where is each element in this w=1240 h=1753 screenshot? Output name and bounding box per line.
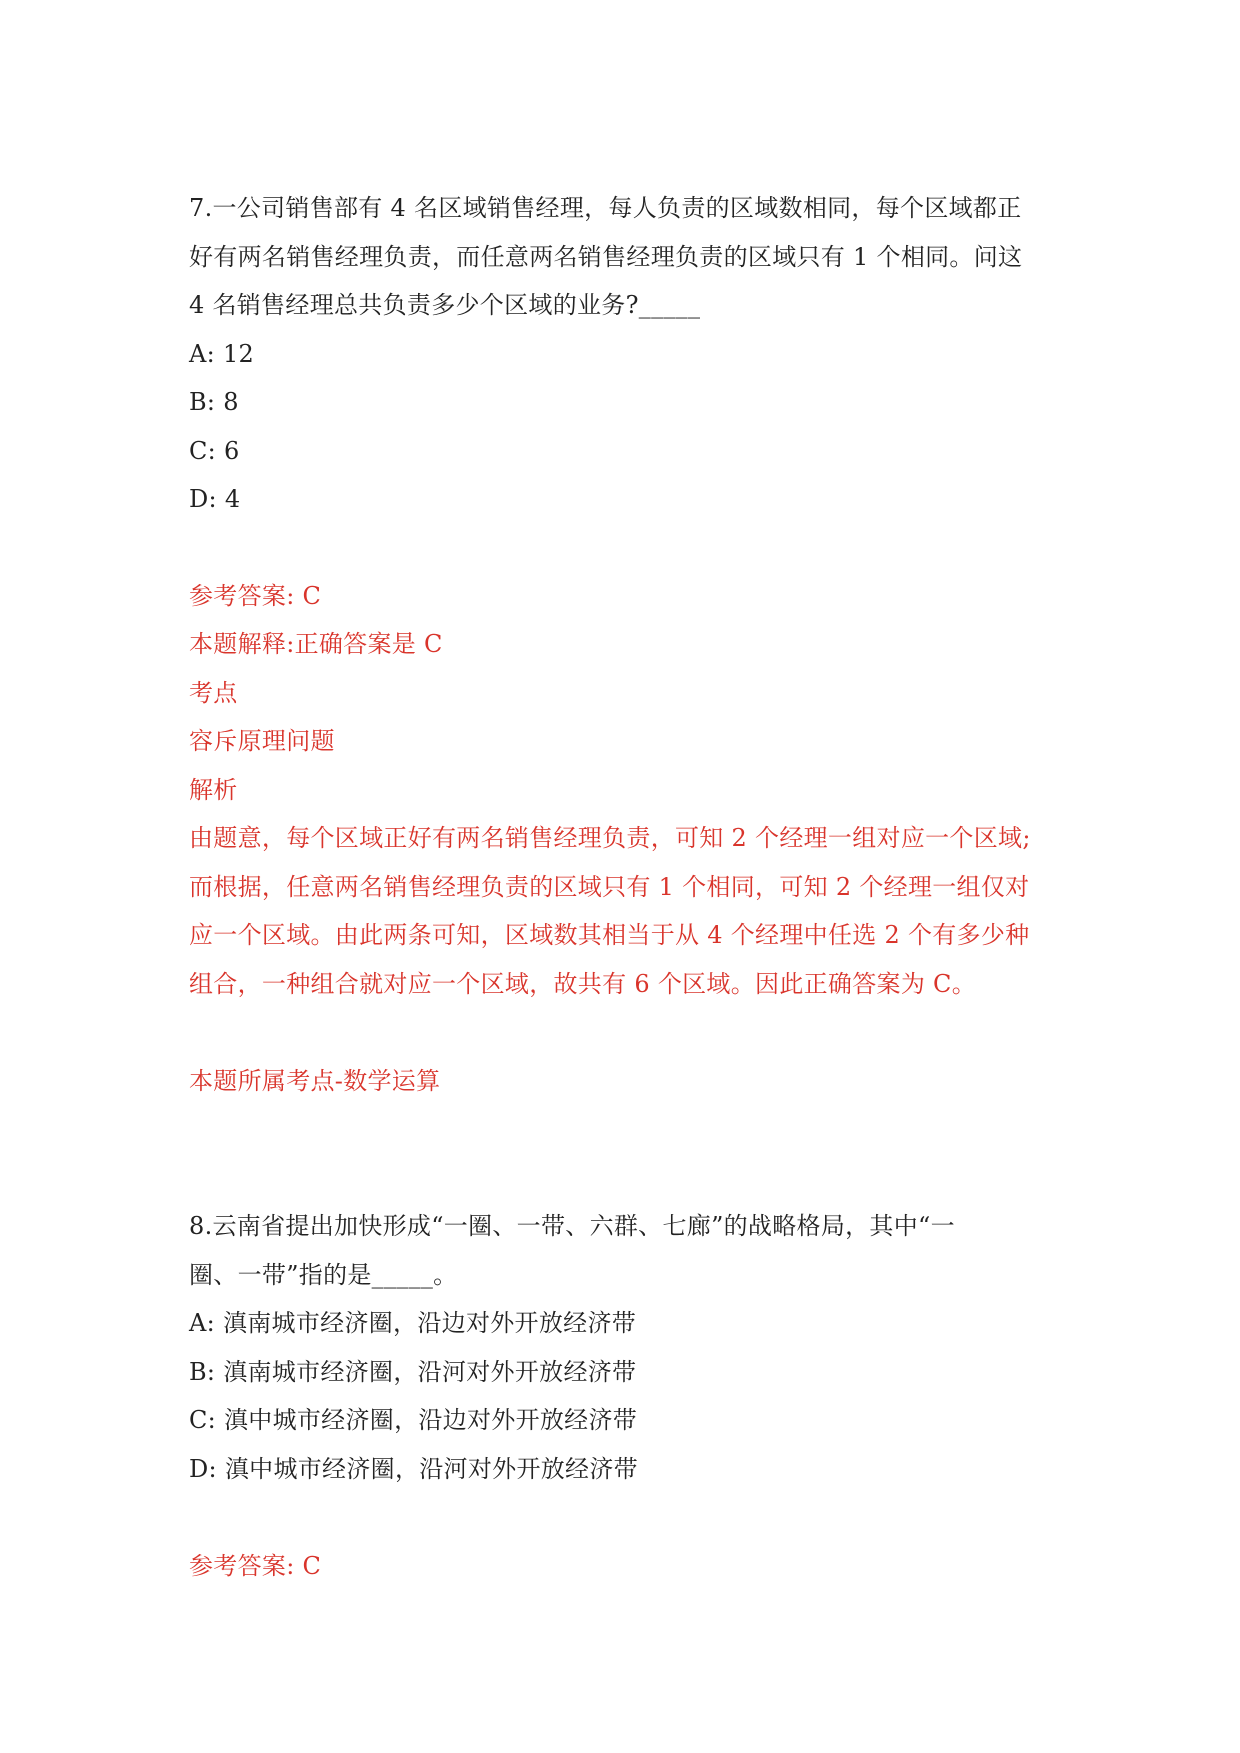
q7-jiexi-label: 解析 [189,776,238,804]
q7-stem-line-3: 4 名销售经理总共负责多少个区域的业务?_____ [189,291,701,319]
q8-option-a: A: 滇南城市经济圈，沿边对外开放经济带 [189,1309,637,1337]
q7-stem-line-1: 7.一公司销售部有 4 名区域销售经理，每人负责的区域数相同，每个区域都正 [189,194,1022,222]
q7-explanation-title: 本题解释:正确答案是 C [189,630,443,658]
q8-stem-line-2: 圈、一带”指的是_____。 [189,1261,458,1289]
q7-jiexi-line-3: 应一个区域。由此两条可知，区域数其相当于从 4 个经理中任选 2 个有多少种 [189,921,1030,949]
q7-answer: 参考答案: C [189,582,322,610]
q8-option-d: D: 滇中城市经济圈，沿河对外开放经济带 [189,1455,638,1483]
q8-stem-line-1: 8.云南省提出加快形成“一圈、一带、六群、七廊”的战略格局，其中“一 [189,1212,955,1240]
q8-answer: 参考答案: C [189,1552,322,1580]
q7-category: 本题所属考点-数学运算 [189,1067,441,1095]
q8-option-b: B: 滇南城市经济圈，沿河对外开放经济带 [189,1358,637,1386]
q7-jiexi-line-2: 而根据，任意两名销售经理负责的区域只有 1 个相同，可知 2 个经理一组仅对 [189,873,1030,901]
q7-kaodian-label: 考点 [189,679,238,707]
q7-option-c: C: 6 [189,437,240,465]
q7-option-b: B: 8 [189,388,239,416]
q7-jiexi-line-4: 组合，一种组合就对应一个区域，故共有 6 个区域。因此正确答案为 C。 [189,970,977,998]
q7-option-a: A: 12 [189,340,255,368]
q7-jiexi-line-1: 由题意，每个区域正好有两名销售经理负责，可知 2 个经理一组对应一个区域; [189,824,1031,852]
q7-kaodian: 容斥原理问题 [189,727,335,755]
q7-option-d: D: 4 [189,485,241,513]
q7-stem-line-2: 好有两名销售经理负责，而任意两名销售经理负责的区域只有 1 个相同。问这 [189,243,1023,271]
q8-option-c: C: 滇中城市经济圈，沿边对外开放经济带 [189,1406,638,1434]
